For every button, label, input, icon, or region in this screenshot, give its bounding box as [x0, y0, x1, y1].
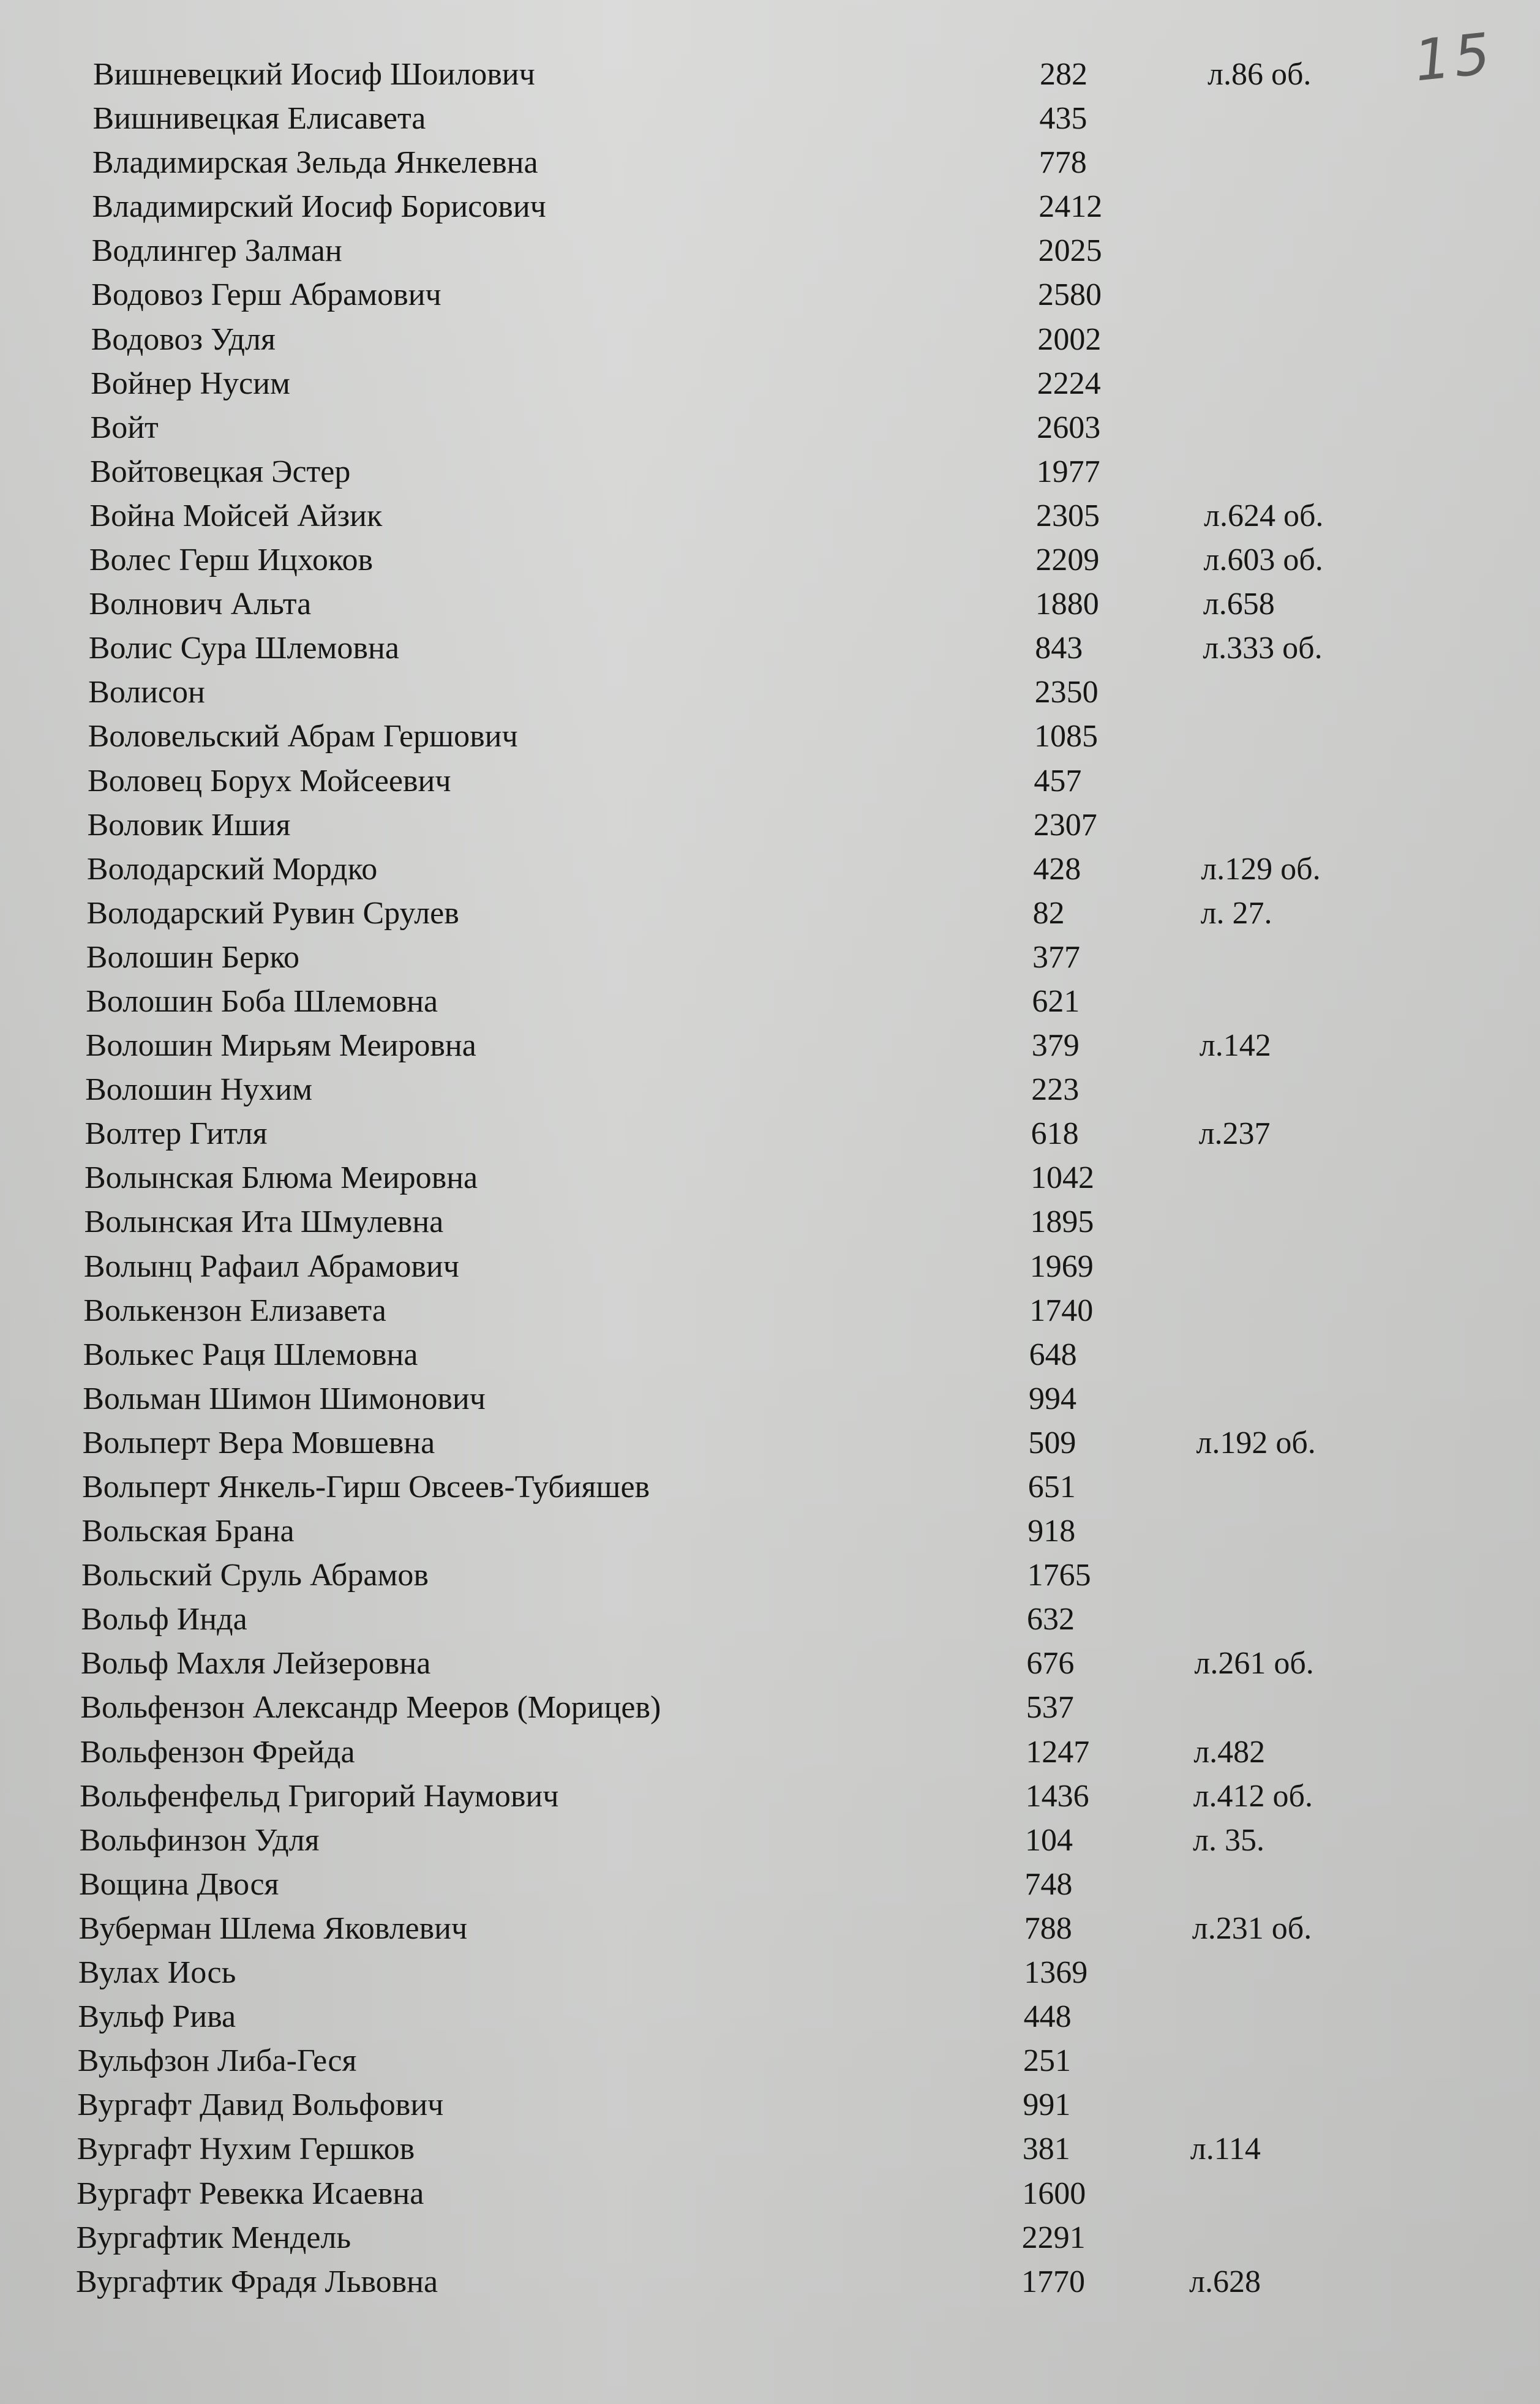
index-entry	[0, 1289, 1540, 1333]
person-name: Вуберман Шлема Яковлевич	[78, 1910, 468, 1946]
record-number: 2603	[1037, 410, 1101, 445]
record-number: 1247	[1026, 1734, 1090, 1770]
index-entry	[0, 2083, 1540, 2127]
record-number: 448	[1023, 1999, 1072, 2035]
record-number: 2209	[1035, 543, 1100, 578]
person-name: Вулах Иось	[78, 1955, 236, 1991]
person-name: Вольфензон Александр Мееров (Морицев)	[80, 1690, 661, 1726]
person-name: Вургафт Нухим Гершков	[77, 2132, 415, 2167]
person-name: Волынц Рафаил Абрамович	[83, 1249, 459, 1284]
record-number: 282	[1040, 57, 1087, 92]
person-name: Вольф Инда	[81, 1602, 247, 1637]
person-name: Волес Герш Ицхоков	[89, 543, 374, 578]
sheet-reference: л. 27.	[1200, 895, 1272, 931]
record-number: 994	[1029, 1381, 1076, 1416]
record-number: 1436	[1025, 1778, 1089, 1814]
person-name: Войтовецкая Эстер	[89, 454, 351, 489]
person-name: Вольфинзон Удля	[79, 1822, 320, 1858]
record-number: 632	[1027, 1602, 1075, 1637]
person-name: Волошин Берко	[86, 939, 300, 975]
index-entry	[0, 980, 1540, 1024]
record-number: 1369	[1024, 1955, 1088, 1991]
record-number: 1085	[1034, 719, 1098, 754]
index-entry	[0, 362, 1540, 406]
sheet-reference: л.482	[1193, 1734, 1266, 1770]
index-entry	[0, 1024, 1540, 1068]
person-name: Володарский Рувин Срулев	[86, 895, 459, 931]
index-entry	[0, 1553, 1540, 1598]
person-name: Вольперт Вера Мовшевна	[82, 1425, 435, 1460]
sheet-reference: л. 35.	[1193, 1822, 1264, 1858]
record-number: 223	[1031, 1072, 1080, 1108]
sheet-reference: л.261 об.	[1194, 1646, 1314, 1681]
person-name: Водлингер Залман	[91, 233, 342, 269]
person-name: Волтер Гитля	[85, 1116, 268, 1152]
sheet-reference: л.658	[1203, 587, 1275, 622]
person-name: Войт	[90, 410, 159, 445]
record-number: 1880	[1035, 587, 1099, 622]
person-name: Воловец Борух Мойсеевич	[88, 763, 451, 798]
record-number: 1600	[1022, 2176, 1086, 2211]
index-entry	[0, 1156, 1540, 1200]
index-entry	[0, 53, 1540, 97]
index-entry	[0, 1200, 1540, 1244]
record-number: 457	[1034, 763, 1082, 798]
person-name: Вишнивецкая Елисавета	[92, 101, 426, 137]
index-entry	[0, 2216, 1540, 2260]
sheet-reference: л.86 об.	[1208, 57, 1312, 92]
person-name: Войнер Нусим	[91, 366, 290, 401]
index-entry	[0, 406, 1540, 450]
person-name: Волошин Боба Шлемовна	[86, 983, 438, 1019]
person-name: Вишневецкий Иосиф Шоилович	[93, 57, 535, 92]
index-entry	[0, 273, 1540, 317]
index-entry	[0, 141, 1540, 185]
index-entry	[0, 936, 1540, 980]
record-number: 428	[1033, 851, 1081, 887]
index-entry	[0, 1333, 1540, 1377]
index-entry	[0, 494, 1540, 538]
person-name: Волынская Ита Шмулевна	[84, 1204, 444, 1240]
record-number: 2412	[1039, 189, 1103, 225]
record-number: 843	[1035, 631, 1083, 666]
record-number: 379	[1031, 1028, 1080, 1064]
sheet-reference: л.333 об.	[1203, 631, 1323, 666]
index-entry	[0, 803, 1540, 847]
record-number: 509	[1028, 1425, 1076, 1460]
index-entry	[0, 892, 1540, 936]
record-number: 1770	[1021, 2264, 1085, 2299]
person-name: Волошин Мирьям Меировна	[85, 1028, 476, 1064]
record-number: 82	[1032, 895, 1065, 931]
person-name: Вольф Махля Лейзеровна	[80, 1646, 431, 1681]
person-name: Волнович Альта	[89, 587, 312, 622]
sheet-reference: л.142	[1199, 1028, 1271, 1064]
person-name: Вощина Двося	[79, 1866, 279, 1902]
record-number: 1895	[1030, 1204, 1094, 1240]
index-entry	[0, 229, 1540, 273]
index-entry	[0, 318, 1540, 362]
index-entry	[0, 1775, 1540, 1819]
index-entry	[0, 2172, 1540, 2216]
record-number: 2291	[1021, 2220, 1086, 2255]
index-entry	[0, 97, 1540, 141]
person-name: Вольский Сруль Абрамов	[81, 1558, 429, 1593]
person-name: Волошин Нухим	[85, 1072, 313, 1108]
sheet-reference: л.603 об.	[1203, 543, 1323, 578]
page-number: 15	[1411, 20, 1497, 94]
person-name: Володарский Мордко	[86, 851, 378, 887]
sheet-reference: л.412 об.	[1193, 1778, 1313, 1814]
record-number: 2350	[1034, 675, 1099, 710]
index-entry	[0, 759, 1540, 803]
name-index-list	[0, 53, 1540, 2304]
record-number: 621	[1032, 983, 1080, 1019]
sheet-reference: л.237	[1198, 1116, 1271, 1152]
sheet-reference: л.628	[1189, 2264, 1261, 2299]
person-name: Волисон	[88, 675, 205, 710]
person-name: Вургафт Ревекка Исаевна	[77, 2176, 424, 2211]
index-entry	[0, 538, 1540, 582]
record-number: 778	[1039, 145, 1087, 181]
person-name: Вольфенфельд Григорий Наумович	[80, 1778, 559, 1814]
person-name: Владимирский Иосиф Борисович	[92, 189, 546, 225]
person-name: Вургафтик Фрадя Львовна	[76, 2264, 438, 2299]
person-name: Водовоз Герш Абрамович	[91, 277, 441, 313]
sheet-reference: л.129 об.	[1201, 851, 1321, 887]
person-name: Вульф Рива	[78, 1999, 236, 2035]
index-entry	[0, 1377, 1540, 1421]
person-name: Вольская Брана	[81, 1514, 295, 1549]
index-entry	[0, 670, 1540, 715]
record-number: 435	[1039, 101, 1087, 137]
index-entry	[0, 1421, 1540, 1465]
person-name: Водовоз Удля	[91, 321, 276, 357]
record-number: 1042	[1031, 1160, 1094, 1196]
index-entry	[0, 1642, 1540, 1686]
index-entry	[0, 1465, 1540, 1509]
record-number: 1977	[1036, 454, 1100, 489]
person-name: Вольперт Янкель-Гирш Овсеев-Тубияшев	[82, 1470, 650, 1504]
record-number: 648	[1029, 1337, 1077, 1372]
record-number: 251	[1023, 2043, 1071, 2079]
person-name: Волькес Раця Шлемовна	[83, 1337, 418, 1372]
index-entry	[0, 1598, 1540, 1642]
record-number: 748	[1024, 1866, 1073, 1902]
record-number: 788	[1024, 1910, 1072, 1946]
record-number: 377	[1032, 939, 1080, 975]
index-entry	[0, 1730, 1540, 1775]
person-name: Вольфензон Фрейда	[80, 1734, 355, 1770]
index-entry	[0, 1686, 1540, 1730]
record-number: 1765	[1027, 1558, 1091, 1593]
record-number: 918	[1027, 1514, 1076, 1549]
index-entry	[0, 2260, 1540, 2304]
sheet-reference: л.192 об.	[1196, 1425, 1316, 1460]
person-name: Волькензон Елизавета	[83, 1293, 386, 1328]
index-entry	[0, 1245, 1540, 1289]
record-number: 104	[1025, 1822, 1073, 1858]
person-name: Вургафт Давид Вольфович	[77, 2087, 444, 2123]
person-name: Вульфзон Либа-Геся	[77, 2043, 357, 2079]
index-entry	[0, 582, 1540, 626]
index-entry	[0, 185, 1540, 229]
record-number: 651	[1027, 1470, 1076, 1504]
index-entry	[0, 1112, 1540, 1156]
record-number: 1740	[1029, 1293, 1094, 1328]
person-name: Волис Сура Шлемовна	[88, 631, 399, 666]
index-entry	[0, 715, 1540, 759]
person-name: Вургафтик Мендель	[76, 2220, 351, 2255]
sheet-reference: л.231 об.	[1192, 1910, 1312, 1946]
person-name: Вольман Шимон Шимонович	[83, 1381, 486, 1416]
record-number: 537	[1026, 1690, 1074, 1726]
index-entry	[0, 847, 1540, 892]
sheet-reference: л.624 об.	[1204, 498, 1324, 533]
record-number: 2580	[1038, 277, 1102, 313]
index-entry	[0, 1863, 1540, 1907]
index-entry	[0, 450, 1540, 494]
sheet-reference: л.114	[1190, 2132, 1261, 2167]
record-number: 2307	[1033, 807, 1097, 843]
index-entry	[0, 626, 1540, 670]
index-entry	[0, 2127, 1540, 2171]
person-name: Воловельский Абрам Гершович	[88, 719, 518, 754]
index-entry	[0, 1951, 1540, 1995]
index-entry	[0, 1509, 1540, 1553]
record-number: 2305	[1036, 498, 1100, 533]
person-name: Воловик Ишия	[87, 807, 291, 843]
record-number: 676	[1026, 1646, 1075, 1681]
record-number: 1969	[1029, 1249, 1094, 1284]
record-number: 2002	[1037, 321, 1102, 357]
record-number: 618	[1031, 1116, 1079, 1152]
record-number: 2224	[1037, 366, 1101, 401]
index-entry	[0, 1995, 1540, 2039]
index-entry	[0, 1819, 1540, 1863]
person-name: Волынская Блюма Меировна	[85, 1160, 478, 1196]
person-name: Война Мойсей Айзик	[89, 498, 383, 533]
index-entry	[0, 1907, 1540, 1951]
person-name: Владимирская Зельда Янкелевна	[92, 145, 538, 181]
index-entry	[0, 1068, 1540, 1112]
record-number: 2025	[1038, 233, 1102, 269]
index-entry	[0, 2039, 1540, 2083]
record-number: 381	[1022, 2132, 1070, 2167]
record-number: 991	[1023, 2087, 1071, 2123]
